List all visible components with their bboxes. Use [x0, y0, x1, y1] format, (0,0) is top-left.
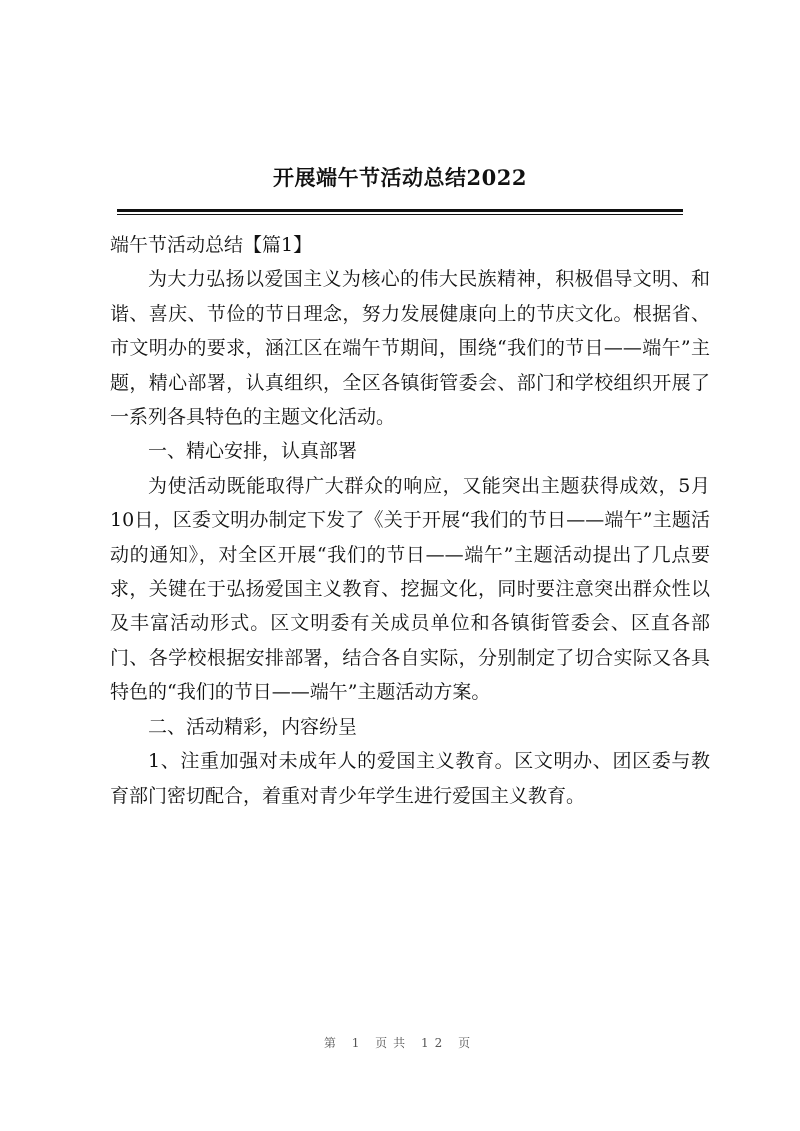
section-heading: 端午节活动总结【篇1】 — [110, 234, 313, 256]
document-body — [110, 228, 710, 813]
paragraph-arrangement: 为使活动既能取得广大群众的响应，又能突出主题获得成效，5月10日，区委文明办制定下发了《关于开展“我们的节日——端午”主题活动的通知》，对全区开展“我们的节日——端午”主题活动提出了几点要求，关键在于弘扬爱国主义教育、挖掘文化，同时要注意突出群众性以及丰富活动形式。区文明委有关成员单位和各镇街管委会、区直各部门、各学校根据安排部署，结合各自实际，分别制定了切合实际又各具特色的“我们的节日——端午”主题活动方案。 — [110, 474, 710, 704]
title-divider-thin — [117, 214, 683, 215]
document-title: 开展端午节活动总结2022 — [273, 165, 527, 190]
subheading-two: 二、活动精彩，内容纷呈 — [148, 715, 358, 738]
title-divider — [117, 209, 683, 212]
paragraph-intro: 为大力弘扬以爱国主义为核心的伟大民族精神，积极倡导文明、和谐、喜庆、节俭的节日理念，努力发展健康向上的节庆文化。根据省、市文明办的要求，涵江区在端午节期间，围绕“我们的节日——端午”主题，精心部署，认真组织，全区各镇街管委会、部门和学校组织开展了一系列各具特色的主题文化活动。 — [110, 268, 710, 429]
subheading-one: 一、精心安排，认真部署 — [148, 440, 358, 463]
paragraph-education: 1、注重加强对未成年人的爱国主义教育。区文明办、团区委与教育部门密切配合，着重对青少年学生进行爱国主义教育。 — [110, 750, 710, 807]
page-number-footer: 第 1 页共 12 页 — [323, 1036, 477, 1050]
